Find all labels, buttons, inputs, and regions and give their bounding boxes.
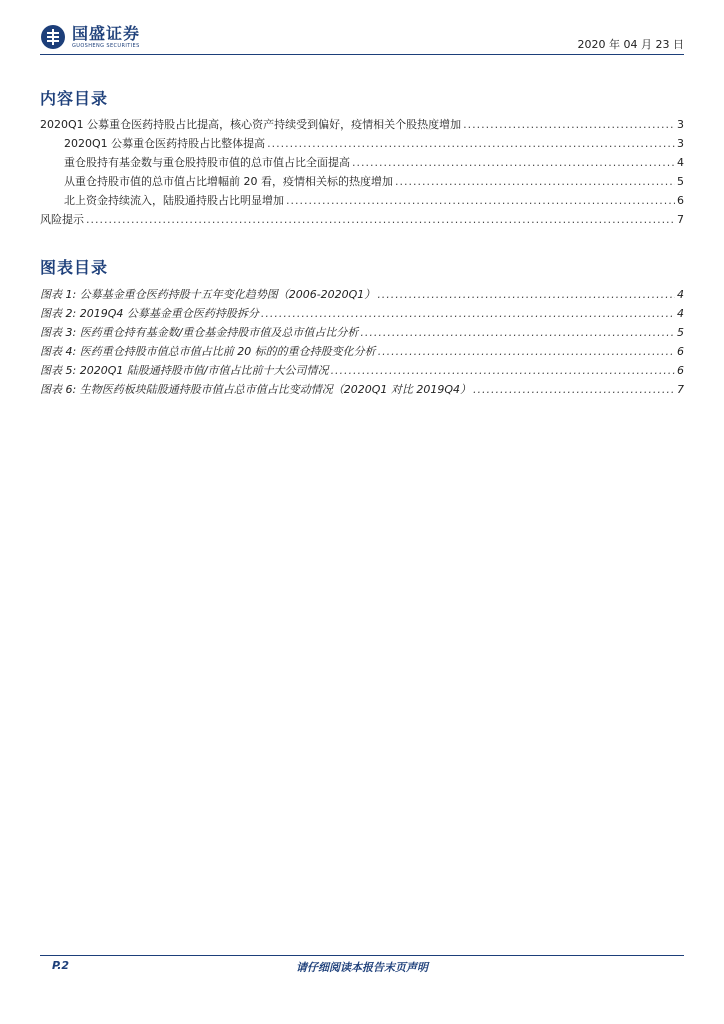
figure-entry-text: 图表 6: 生物医药板块陆股通持股市值占总市值占比变动情况（2020Q1 对比 2019Q4） (40, 383, 471, 396)
figure-entry[interactable] (40, 326, 684, 340)
toc-title: 内容目录 (40, 89, 109, 108)
figure-entry[interactable] (40, 364, 684, 378)
figure-entry-page: 7 (677, 383, 684, 396)
figure-entry-text: 图表 3: 医药重仓持有基金数/重仓基金持股市值及总市值占比分析 (40, 326, 359, 339)
toc-entry-text: 重仓股持有基金数与重仓股持股市值的总市值占比全面提高 (64, 156, 350, 169)
logo-en-text: GUOSHENG SECURITIES (72, 42, 140, 49)
figure-leader-dots (331, 364, 675, 378)
logo-cn-text: 国盛证券 (72, 23, 141, 43)
figures-title: 图表目录 (40, 258, 109, 277)
figure-leader-dots (473, 383, 675, 397)
toc-entry[interactable] (64, 194, 684, 208)
toc-leader-dots (286, 194, 675, 208)
toc-entry-page: 4 (677, 156, 684, 169)
toc-entry-text: 北上资金持续流入，陆股通持股占比明显增加 (64, 194, 284, 207)
toc-entry-text: 2020Q1 公募重仓医药持股占比提高，核心资产持续受到偏好，疫情相关个股热度增加 (40, 118, 462, 131)
figure-entry-page: 4 (677, 288, 684, 301)
figure-leader-dots (377, 288, 675, 302)
footer-divider (40, 955, 684, 956)
toc-leader-dots (352, 156, 675, 170)
footer-disclaimer: 请仔细阅读本报告末页声明 (296, 961, 428, 974)
header-divider (40, 54, 684, 55)
figure-entry[interactable] (40, 345, 684, 359)
toc-entry[interactable] (40, 213, 684, 227)
toc-entry-text: 2020Q1 公募重仓医药持股占比整体提高 (64, 137, 266, 150)
toc-leader-dots (267, 137, 675, 151)
toc-entry[interactable] (64, 175, 684, 189)
page-header (40, 22, 684, 54)
toc-entry[interactable] (64, 137, 684, 151)
figure-entry-text: 图表 1: 公募基金重仓医药持股十五年变化趋势图（2006-2020Q1） (40, 288, 376, 301)
figure-entry-text: 图表 2: 2019Q4 公募基金重仓医药持股拆分 (40, 307, 259, 320)
figure-leader-dots (360, 326, 675, 340)
toc-entry-page: 3 (677, 118, 684, 131)
figure-leader-dots (378, 345, 675, 359)
toc-entry-page: 6 (677, 194, 684, 207)
report-date: 2020 年 04 月 23 日 (577, 38, 684, 51)
toc-leader-dots (463, 118, 675, 132)
toc-entry-page: 7 (677, 213, 684, 226)
figure-leader-dots (261, 307, 675, 321)
figure-entry[interactable] (40, 383, 684, 397)
figure-entry[interactable] (40, 288, 684, 302)
logo-mark-icon (40, 24, 66, 50)
figure-entry-page: 6 (677, 345, 684, 358)
figure-entry-text: 图表 4: 医药重仓持股市值总市值占比前 20 标的的重仓持股变化分析 (40, 345, 376, 358)
toc-leader-dots (395, 175, 675, 189)
toc-leader-dots (86, 213, 675, 227)
toc-entry-page: 5 (677, 175, 684, 188)
figure-entry-text: 图表 5: 2020Q1 陆股通持股市值/市值占比前十大公司情况 (40, 364, 329, 377)
figure-entry-page: 6 (677, 364, 684, 377)
toc-entry[interactable] (64, 156, 684, 170)
page-number: P.2 (52, 959, 70, 972)
toc-entry[interactable] (40, 118, 684, 132)
toc-entry-page: 3 (677, 137, 684, 150)
figure-entry[interactable] (40, 307, 684, 321)
toc-entry-text: 从重仓持股市值的总市值占比增幅前 20 看，疫情相关标的热度增加 (64, 175, 393, 188)
figure-entry-page: 5 (677, 326, 684, 339)
toc-entry-text: 风险提示 (40, 213, 84, 226)
company-logo (40, 22, 140, 52)
figure-entry-page: 4 (677, 307, 684, 320)
